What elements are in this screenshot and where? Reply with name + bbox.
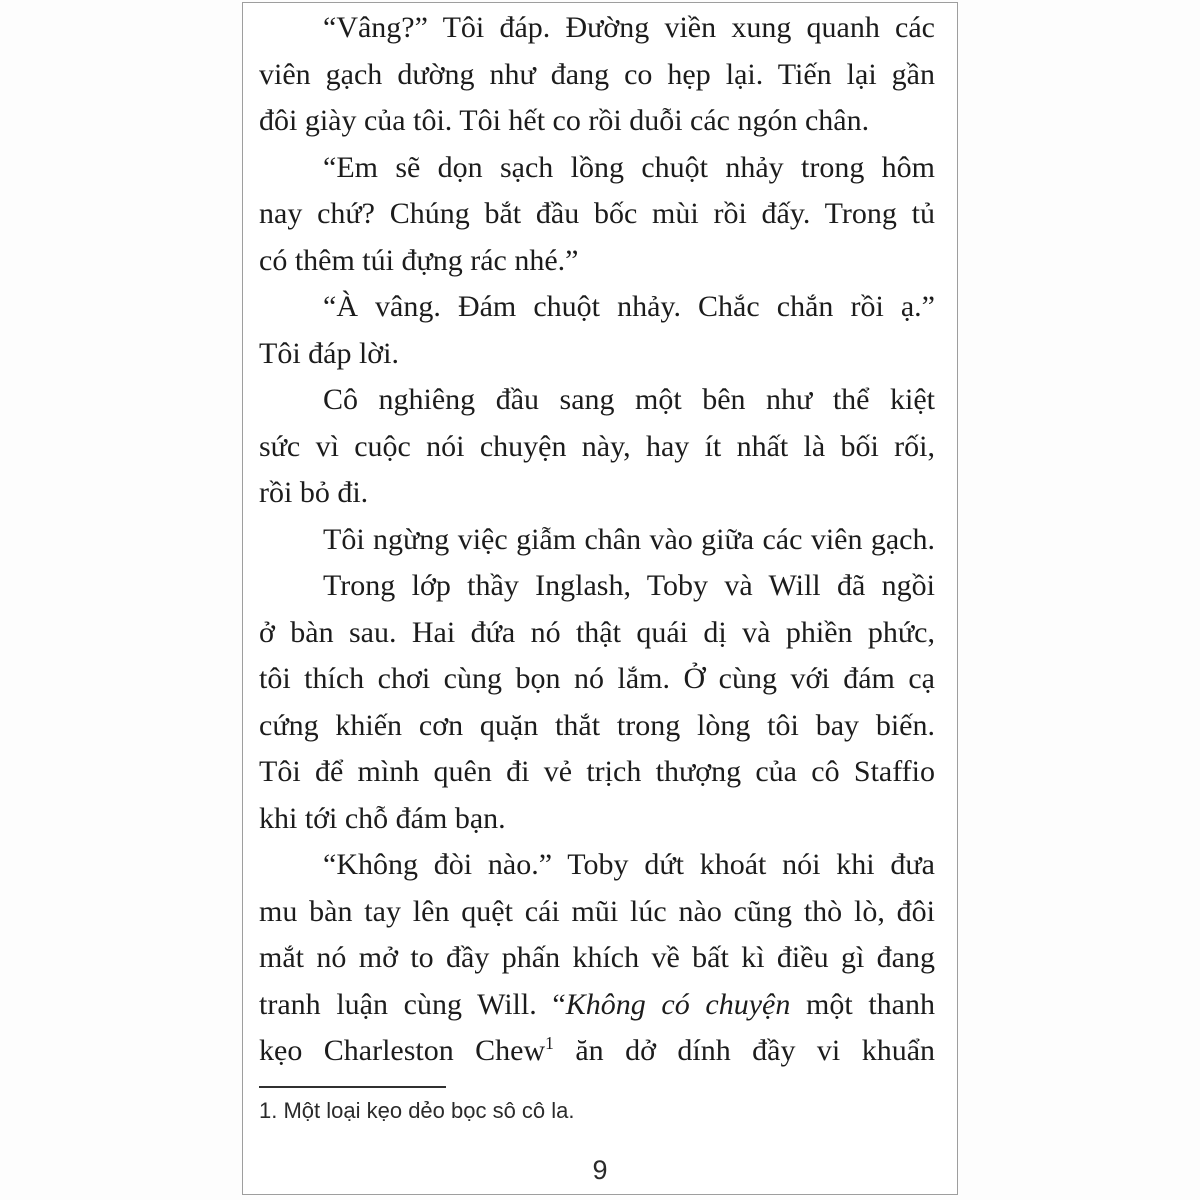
text-line: [259, 5, 935, 52]
text-line: [259, 656, 935, 703]
text-line: [259, 1028, 935, 1075]
text-segment: Trong lớp thầy Inglash, Toby và Will đã ngồi: [323, 569, 935, 602]
text-segment: rồi bỏ đi.: [259, 476, 369, 509]
text-line: [259, 610, 935, 657]
text-line: [259, 842, 935, 889]
text-line: [259, 191, 935, 238]
text-segment: ở bàn sau. Hai đứa nó thật quái dị và phiền phức,: [259, 615, 935, 649]
text-segment: Tôi đáp lời.: [259, 336, 400, 370]
text-segment: Không có chuyện: [565, 987, 791, 1021]
text-segment: nay chứ? Chúng bắt đầu bốc mùi rồi đấy. Trong tủ: [259, 197, 935, 230]
text-line: [259, 935, 935, 982]
text-segment: có thêm túi đựng rác nhé.”: [259, 243, 579, 277]
text-line: [259, 331, 935, 378]
text-line: [259, 470, 935, 517]
text-line: [259, 284, 935, 331]
text-line: [259, 796, 935, 843]
text-segment: một thanh: [790, 987, 935, 1021]
text-line: [259, 749, 935, 796]
text-line: [259, 703, 935, 750]
text-segment: “À vâng. Đám chuột nhảy. Chắc chắn rồi ạ.”: [323, 290, 935, 323]
book-page: [242, 2, 958, 1195]
text-segment: cứng khiến cơn quặn thắt trong lòng tôi bay biến.: [259, 708, 935, 742]
text-segment: mu bàn tay lên quệt cái mũi lúc nào cũng thò lò, đôi: [259, 894, 935, 928]
text-segment: sức vì cuộc nói chuyện này, hay ít nhất là bối rối,: [259, 429, 935, 463]
text-segment: kẹo Charleston Chew: [259, 1034, 546, 1067]
text-lines: [259, 5, 935, 1075]
page-number: 9: [592, 1155, 608, 1185]
text-line: [259, 424, 935, 471]
text-line: [259, 563, 935, 610]
footnote-reference: 1: [545, 1033, 554, 1053]
text-segment: “Không đòi nào.” Toby dứt khoát nói khi đưa: [323, 848, 935, 881]
text-segment: mắt nó mở to đầy phấn khích về bất kì điều gì đang: [259, 941, 935, 974]
text-segment: tranh luận cùng Will. “: [259, 987, 566, 1021]
text-segment: viên gạch dường như đang co hẹp lại. Tiến lại gần: [259, 57, 935, 91]
text-segment: “Em sẽ dọn sạch lồng chuột nhảy trong hôm: [323, 150, 935, 184]
footnote-text: 1. Một loại kẹo dẻo bọc sô cô la.: [259, 1097, 575, 1123]
text-segment: đôi giày của tôi. Tôi hết co rồi duỗi các ngón chân.: [259, 104, 870, 137]
footnote-divider: [259, 1086, 446, 1088]
text-line: [259, 517, 935, 564]
text-segment: Cô nghiêng đầu sang một bên như thể kiệt: [323, 383, 935, 416]
text-line: [259, 145, 935, 192]
text-segment: khi tới chỗ đám bạn.: [259, 801, 506, 835]
text-segment: “Vâng?” Tôi đáp. Đường viền xung quanh các: [323, 11, 935, 44]
text-line: [259, 238, 935, 285]
text-segment: Tôi ngừng việc giẫm chân vào giữa các viên gạch.: [323, 522, 935, 556]
text-segment: Tôi để mình quên đi vẻ trịch thượng của cô Staffio: [259, 755, 935, 788]
text-segment: tôi thích chơi cùng bọn nó lắm. Ở cùng với đám cạ: [259, 662, 935, 695]
text-line: [259, 889, 935, 936]
text-line: [259, 52, 935, 99]
text-line: [259, 982, 935, 1029]
text-line: [259, 377, 935, 424]
text-line: [259, 98, 935, 145]
text-segment: ăn dở dính đầy vi khuẩn: [553, 1034, 936, 1067]
